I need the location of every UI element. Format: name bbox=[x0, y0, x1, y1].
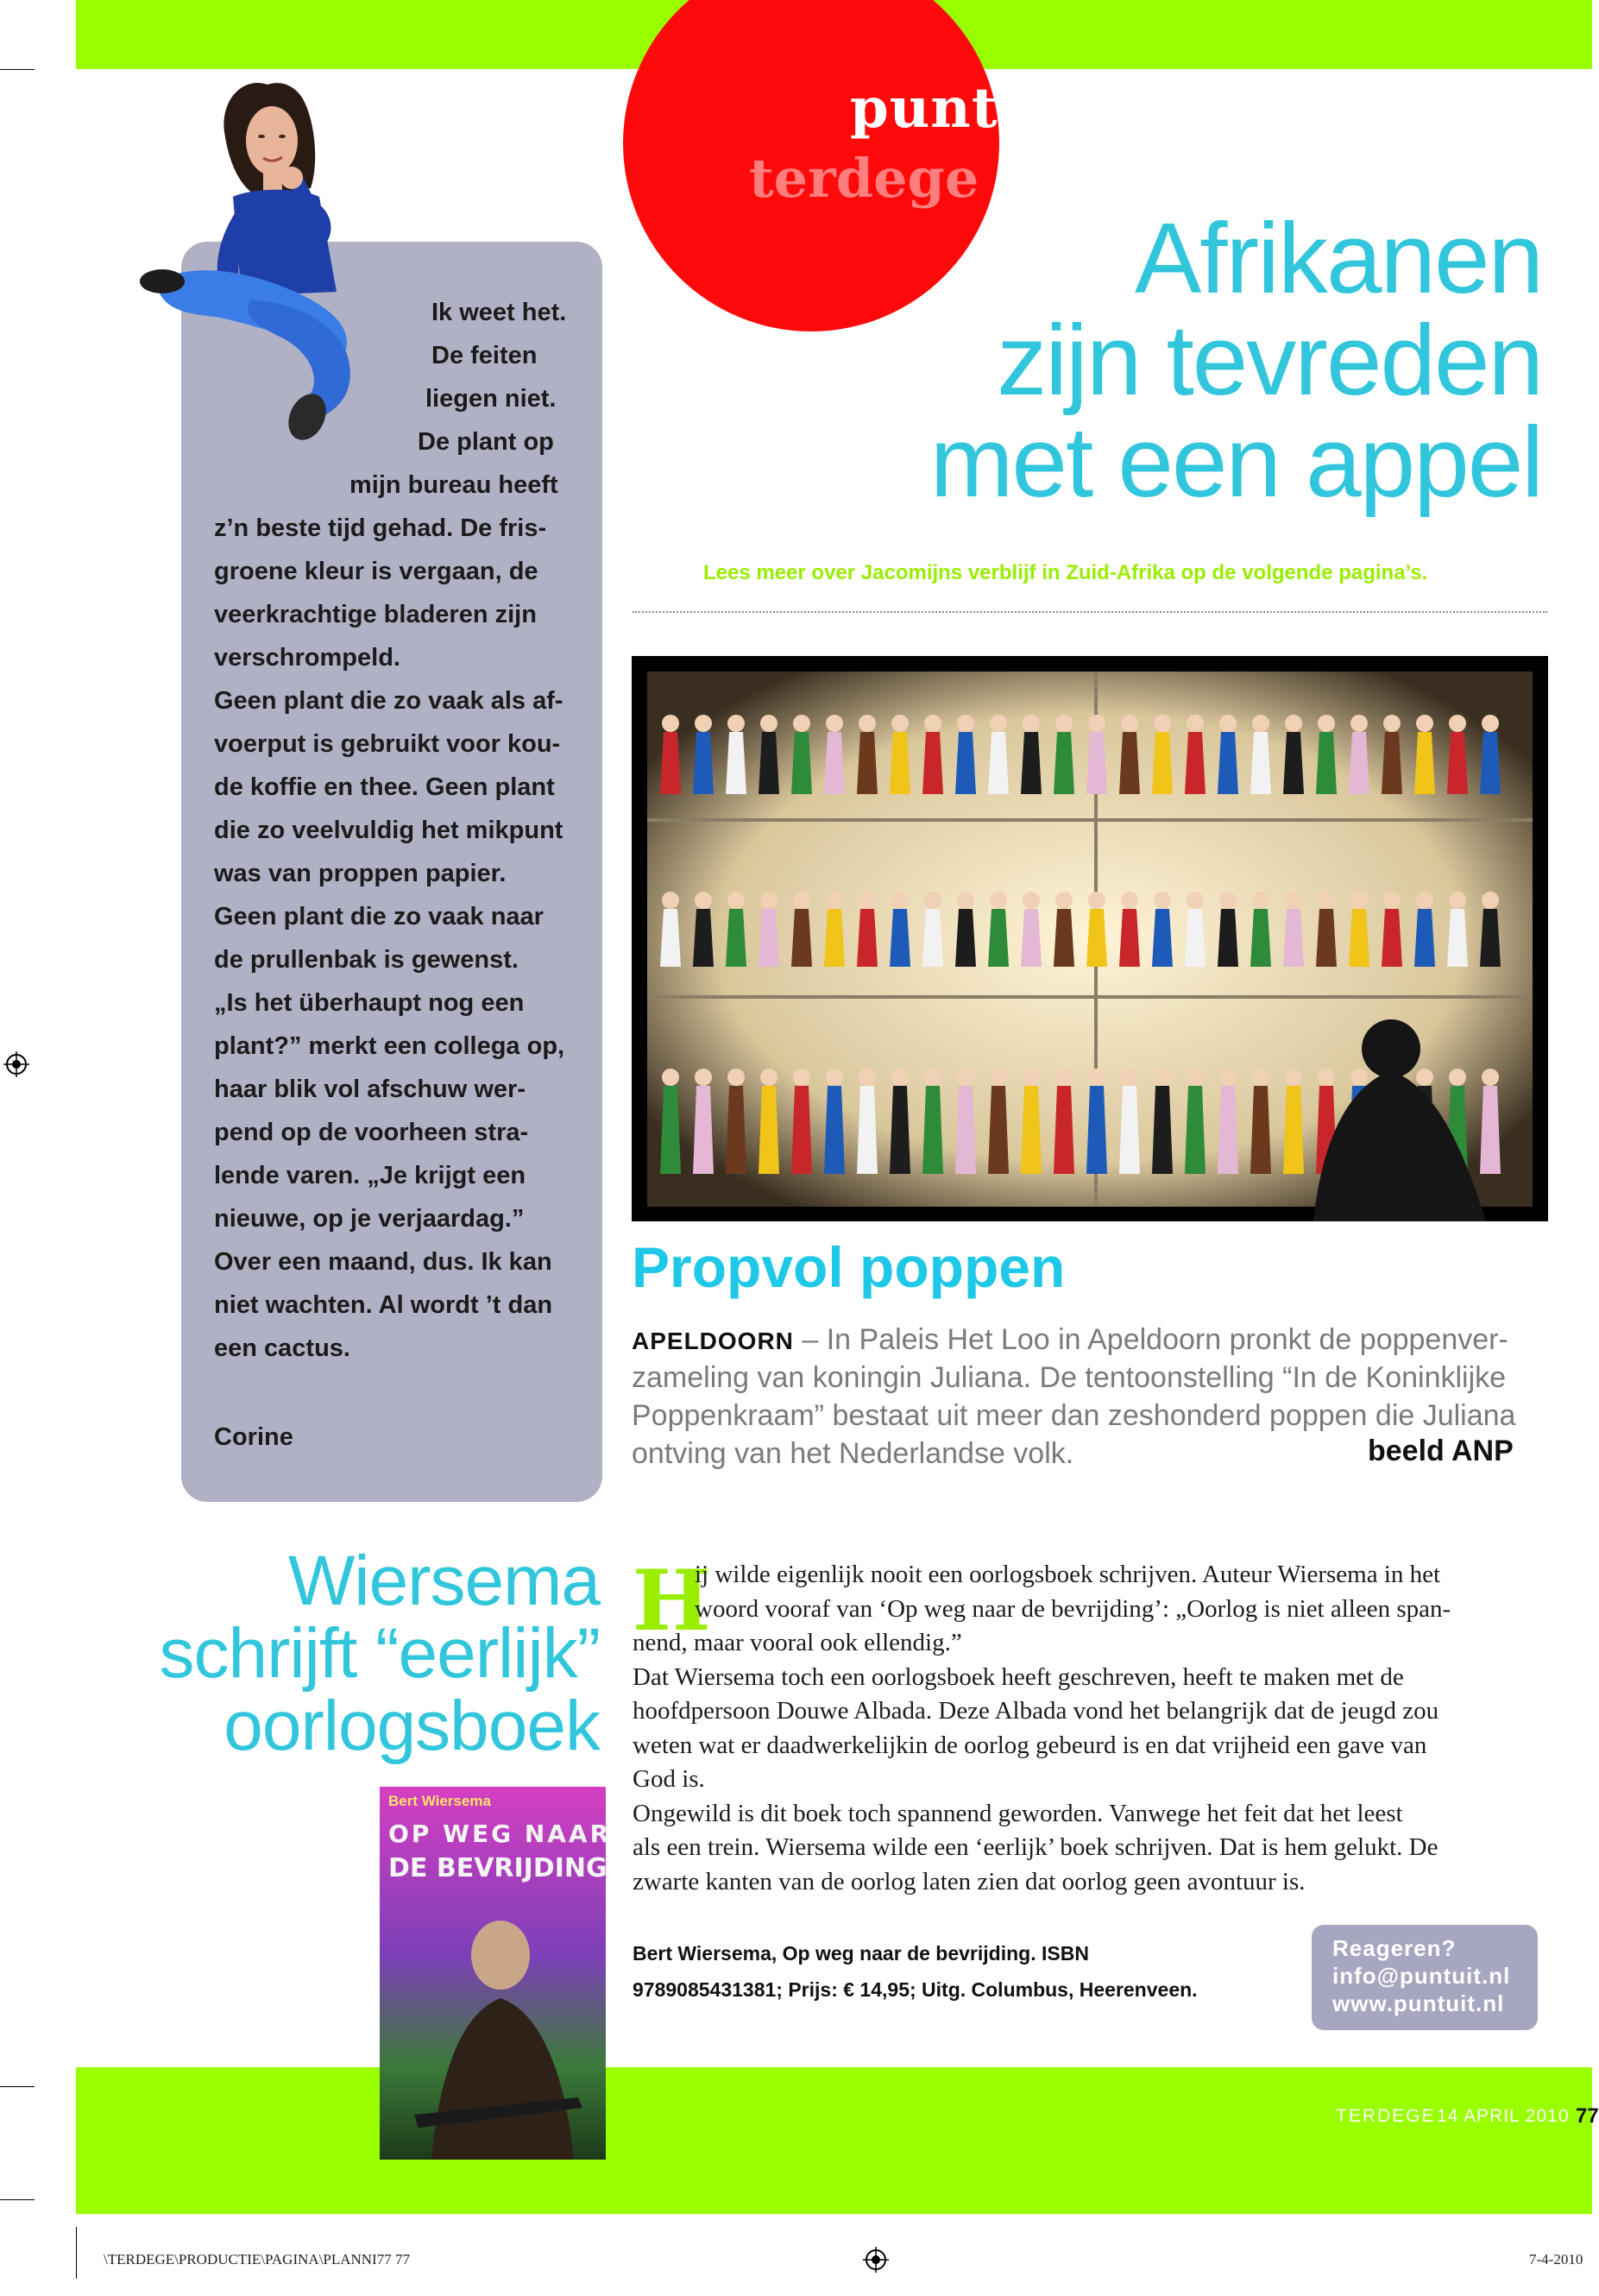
doll bbox=[1414, 732, 1435, 794]
doll-head bbox=[1449, 892, 1466, 909]
column-line: liegen niet. bbox=[425, 385, 557, 413]
book-author: Bert Wiersema bbox=[388, 1793, 491, 1809]
doll bbox=[988, 732, 1009, 794]
column-line: plant?” merkt een collega op, bbox=[214, 1032, 565, 1060]
doll-head bbox=[1252, 1069, 1269, 1086]
doll bbox=[922, 1086, 943, 1174]
doll bbox=[693, 732, 714, 794]
doll bbox=[890, 909, 910, 967]
doll-head bbox=[990, 715, 1007, 732]
doll-head bbox=[990, 892, 1007, 909]
column-line: Geen plant die zo vaak als af- bbox=[214, 687, 563, 715]
doll bbox=[955, 732, 976, 794]
doll bbox=[955, 909, 976, 967]
column-line: haar blik vol afschuw wer- bbox=[214, 1075, 526, 1103]
doll-head bbox=[1023, 715, 1040, 732]
doll-head bbox=[1318, 1069, 1335, 1086]
photo-credit: beeld ANP bbox=[1368, 1435, 1514, 1467]
doll bbox=[1218, 1086, 1238, 1174]
doll bbox=[1382, 732, 1402, 794]
doll bbox=[890, 1086, 910, 1174]
doll bbox=[1021, 732, 1042, 794]
doll bbox=[988, 1086, 1009, 1174]
doll bbox=[1021, 909, 1042, 967]
doll bbox=[857, 1086, 878, 1174]
doll bbox=[759, 1086, 779, 1174]
body-line: als een trein. Wiersema wilde een ‘eerlijk’ boek schrijven. Dat is hem gelukt. De bbox=[633, 1833, 1438, 1861]
doll-head bbox=[1383, 715, 1401, 732]
doll bbox=[824, 909, 845, 967]
column-line: De plant op bbox=[418, 428, 554, 456]
column-line: groene kleur is vergaan, de bbox=[214, 558, 538, 585]
doll bbox=[1283, 909, 1304, 967]
body-line: woord vooraf van ‘Op weg naar de bevrijding’: „Oorlog is niet alleen span- bbox=[695, 1594, 1451, 1623]
doll bbox=[922, 909, 943, 967]
doll-head bbox=[957, 715, 974, 732]
doll-head bbox=[1154, 1069, 1171, 1086]
body-line: Ongewild is dit boek toch spannend geworden. Vanwege het feit dat het leest bbox=[633, 1799, 1403, 1827]
column-line: de koffie en thee. Geen plant bbox=[214, 773, 555, 801]
doll-head bbox=[1219, 1069, 1237, 1086]
doll bbox=[824, 1086, 845, 1174]
doll-head bbox=[826, 892, 843, 909]
doll bbox=[726, 732, 746, 794]
doll-head bbox=[891, 892, 909, 909]
doll-head bbox=[1449, 1069, 1466, 1086]
doll bbox=[1218, 732, 1238, 794]
footer-publication: TERDEGE bbox=[1336, 2106, 1436, 2126]
doll-head bbox=[760, 1069, 777, 1086]
doll-head bbox=[1285, 892, 1302, 909]
column-line: was van proppen papier. bbox=[214, 860, 507, 887]
column-line: mijn bureau heeft bbox=[349, 471, 558, 499]
doll-head bbox=[957, 892, 974, 909]
column-line: de prullenbak is gewenst. bbox=[214, 946, 519, 974]
wiersema-headline-line-1: Wiersema bbox=[287, 1542, 600, 1620]
book-title-line-1: OP WEG NAAR bbox=[388, 1820, 612, 1848]
doll bbox=[660, 1086, 681, 1174]
book-title-line-2: DE BEVRIJDING bbox=[388, 1853, 607, 1883]
doll-head bbox=[1449, 715, 1466, 732]
doll-head bbox=[1187, 892, 1204, 909]
doll-head bbox=[859, 715, 876, 732]
doll-head bbox=[924, 715, 941, 732]
doll-head bbox=[1350, 892, 1368, 909]
column-line: Ik weet het. bbox=[431, 299, 567, 326]
doll-head bbox=[662, 1069, 679, 1086]
doll bbox=[1414, 909, 1435, 967]
doll-head bbox=[662, 892, 679, 909]
body-line: zwarte kanten van de oorlog laten zien dat oorlog geen avontuur is. bbox=[633, 1867, 1306, 1895]
doll-head bbox=[1482, 892, 1499, 909]
doll-head bbox=[1023, 1069, 1040, 1086]
doll bbox=[759, 732, 779, 794]
doll-head bbox=[1055, 715, 1073, 732]
dateline-city: APELDOORN bbox=[632, 1328, 794, 1354]
doll-head bbox=[1088, 892, 1105, 909]
logo-terdege: terdege bbox=[749, 147, 979, 210]
doll bbox=[1349, 732, 1369, 794]
doll bbox=[1447, 909, 1468, 967]
doll-head bbox=[1121, 892, 1138, 909]
doll-head bbox=[1252, 892, 1269, 909]
propvol-title: Propvol poppen bbox=[632, 1235, 1066, 1299]
doll bbox=[922, 732, 943, 794]
column-line: niet wachten. Al wordt ’t dan bbox=[214, 1291, 553, 1319]
logo-puntuit: puntuit bbox=[850, 76, 1087, 141]
doll-head bbox=[793, 892, 810, 909]
doll-head bbox=[1154, 892, 1171, 909]
doll bbox=[824, 732, 845, 794]
propvol-lead-line-4: ontving van het Nederlandse volk. bbox=[632, 1437, 1074, 1470]
doll bbox=[791, 1086, 812, 1174]
body-line: God is. bbox=[633, 1765, 705, 1793]
doll bbox=[726, 1086, 746, 1174]
drop-cap: H bbox=[633, 1552, 711, 1649]
column-line: De feiten bbox=[431, 342, 538, 369]
doll-head bbox=[793, 1069, 810, 1086]
doll bbox=[660, 909, 681, 967]
doll bbox=[759, 909, 779, 967]
doll-head bbox=[1187, 1069, 1204, 1086]
doll-head bbox=[1023, 892, 1040, 909]
doll-collection-photo bbox=[632, 656, 1548, 1221]
crop-mark bbox=[76, 2227, 77, 2279]
doll bbox=[1152, 732, 1173, 794]
doll-head bbox=[1383, 892, 1401, 909]
crop-mark bbox=[0, 2086, 35, 2087]
doll bbox=[1054, 732, 1074, 794]
doll bbox=[857, 909, 878, 967]
column-line: Over een maand, dus. Ik kan bbox=[214, 1248, 552, 1276]
doll-head bbox=[1088, 715, 1105, 732]
doll-head bbox=[1285, 715, 1302, 732]
doll bbox=[660, 732, 681, 794]
isbn-line-2: 9789085431381; Prijs: € 14,95; Uitg. Columbus, Heerenveen. bbox=[633, 1978, 1198, 2001]
doll bbox=[1480, 1086, 1501, 1174]
react-website-link[interactable]: www.puntuit.nl bbox=[1332, 1990, 1505, 2016]
doll bbox=[1021, 1086, 1042, 1174]
doll-head bbox=[760, 892, 777, 909]
doll-head bbox=[1482, 715, 1499, 732]
body-line: nend, maar vooral ook ellendig.” bbox=[633, 1629, 962, 1656]
column-line: die zo veelvuldig het mikpunt bbox=[214, 817, 563, 844]
doll bbox=[1086, 732, 1107, 794]
doll-head bbox=[891, 1069, 909, 1086]
registration-mark-icon bbox=[3, 1051, 29, 1077]
footer-page-number: 77 bbox=[1576, 2104, 1599, 2128]
column-author: Corine bbox=[214, 1423, 293, 1451]
read-more-link[interactable]: Lees meer over Jacomijns verblijf in Zuid-Afrika op de volgende pagina’s. bbox=[703, 561, 1428, 584]
doll bbox=[988, 909, 1009, 967]
doll bbox=[1119, 732, 1140, 794]
dotted-divider bbox=[633, 611, 1547, 613]
doll-head bbox=[1219, 715, 1237, 732]
body-line: ij wilde eigenlijk nooit een oorlogsboek schrijven. Auteur Wiersema in het bbox=[695, 1561, 1441, 1588]
doll-head bbox=[727, 1069, 745, 1086]
doll bbox=[1119, 1086, 1140, 1174]
doll bbox=[1283, 732, 1304, 794]
doll-head bbox=[826, 715, 843, 732]
doll bbox=[1250, 909, 1271, 967]
column-line: „Is het überhaupt nog een bbox=[214, 989, 525, 1017]
isbn-line-1: Bert Wiersema, Op weg naar de bevrijding. ISBN bbox=[633, 1942, 1089, 1965]
doll-head bbox=[1416, 1069, 1433, 1086]
doll bbox=[955, 1086, 976, 1174]
doll-head bbox=[1121, 1069, 1138, 1086]
doll bbox=[1349, 909, 1369, 967]
doll-head bbox=[957, 1069, 974, 1086]
doll bbox=[1283, 1086, 1304, 1174]
doll-head bbox=[1350, 715, 1368, 732]
propvol-lead-line-3: Poppenkraam” bestaat uit meer dan zeshonderd poppen die Juliana bbox=[632, 1399, 1516, 1432]
doll bbox=[726, 909, 746, 967]
body-line: hoofdpersoon Douwe Albada. Deze Albada vond het belangrijk dat de jeugd zou bbox=[633, 1697, 1439, 1725]
doll-head bbox=[1482, 1069, 1499, 1086]
doll-head bbox=[859, 892, 876, 909]
doll-head bbox=[1318, 715, 1335, 732]
column-line: pend op de voorheen stra- bbox=[214, 1119, 529, 1146]
react-email-link[interactable]: info@puntuit.nl bbox=[1332, 1963, 1511, 1989]
doll bbox=[791, 909, 812, 967]
propvol-lead-line-1 bbox=[632, 1321, 1508, 1360]
footer-date: 14 APRIL 2010 bbox=[1437, 2106, 1570, 2126]
doll-head bbox=[891, 715, 909, 732]
wiersema-headline-line-2: schrijft “eerlijk” bbox=[159, 1614, 600, 1693]
wiersema-headline-line-3: oorlogsboek bbox=[223, 1687, 600, 1765]
registration-mark-icon bbox=[863, 2247, 889, 2273]
doll-head bbox=[1285, 1069, 1302, 1086]
doll-head bbox=[1416, 892, 1433, 909]
doll bbox=[1218, 909, 1238, 967]
doll-head bbox=[924, 892, 941, 909]
doll-head bbox=[1350, 1069, 1368, 1086]
doll bbox=[1250, 732, 1271, 794]
doll-head bbox=[1055, 1069, 1073, 1086]
doll bbox=[1054, 909, 1074, 967]
doll bbox=[1480, 909, 1501, 967]
crop-mark bbox=[0, 69, 35, 70]
crop-mark bbox=[0, 2199, 35, 2200]
bottom-green-band bbox=[76, 2067, 1592, 2214]
headline-line-1: Afrikanen bbox=[1134, 202, 1542, 314]
column-line: verschrompeld. bbox=[214, 644, 400, 672]
doll bbox=[693, 1086, 714, 1174]
body-line: weten wat er daadwerkelijkin de oorlog gebeurd is en dat vrijheid een gave van bbox=[633, 1731, 1427, 1759]
doll bbox=[1250, 1086, 1271, 1174]
doll-head bbox=[1055, 892, 1073, 909]
doll bbox=[1382, 909, 1402, 967]
column-line: een cactus. bbox=[214, 1334, 350, 1362]
doll-head bbox=[990, 1069, 1007, 1086]
doll bbox=[1185, 1086, 1206, 1174]
doll bbox=[1086, 909, 1107, 967]
column-line: veerkrachtige bladeren zijn bbox=[214, 601, 537, 628]
react-heading: Reageren? bbox=[1332, 1935, 1457, 1961]
doll-head bbox=[826, 1069, 843, 1086]
doll bbox=[1316, 909, 1337, 967]
doll-head bbox=[695, 1069, 712, 1086]
doll bbox=[857, 732, 878, 794]
column-line: nieuwe, op je verjaardag.” bbox=[214, 1205, 525, 1233]
doll-head bbox=[859, 1069, 876, 1086]
doll bbox=[1054, 1086, 1074, 1174]
doll bbox=[1152, 1086, 1173, 1174]
doll-head bbox=[727, 892, 745, 909]
doll bbox=[791, 732, 812, 794]
doll-head bbox=[1416, 715, 1433, 732]
doll-head bbox=[1088, 1069, 1105, 1086]
headline-line-3: met een appel bbox=[929, 406, 1542, 518]
doll bbox=[1316, 732, 1337, 794]
doll bbox=[1152, 909, 1173, 967]
columnist-photo bbox=[138, 67, 449, 473]
doll bbox=[693, 909, 714, 967]
doll-head bbox=[924, 1069, 941, 1086]
column-line: Geen plant die zo vaak naar bbox=[214, 903, 544, 930]
book-cover bbox=[380, 1787, 612, 2160]
doll bbox=[1086, 1086, 1107, 1174]
doll-head bbox=[1121, 715, 1138, 732]
doll-head bbox=[1318, 892, 1335, 909]
doll-head bbox=[793, 715, 810, 732]
doll-head bbox=[1187, 715, 1204, 732]
doll-head bbox=[662, 715, 679, 732]
column-line: z’n beste tijd gehad. De fris- bbox=[214, 514, 547, 542]
doll-head bbox=[695, 892, 712, 909]
propvol-lead-text-1: – In Paleis Het Loo in Apeldoorn pronkt de poppenver- bbox=[793, 1323, 1508, 1356]
column-line: voerput is gebruikt voor kou- bbox=[214, 730, 561, 758]
doll bbox=[890, 732, 910, 794]
body-line: Dat Wiersema toch een oorlogsboek heeft geschreven, heeft te maken met de bbox=[633, 1662, 1404, 1691]
doll-head bbox=[1154, 715, 1171, 732]
print-slug-path: \TERDEGE\PRODUCTIE\PAGINA\PLANNI77 77 bbox=[104, 2251, 410, 2268]
doll bbox=[1185, 909, 1206, 967]
doll-head bbox=[1219, 892, 1237, 909]
print-slug-date: 7-4-2010 bbox=[1529, 2251, 1583, 2268]
headline-line-2: zijn tevreden bbox=[997, 304, 1542, 416]
doll bbox=[1185, 732, 1206, 794]
doll-head bbox=[727, 715, 745, 732]
doll-head bbox=[760, 715, 777, 732]
doll bbox=[1119, 909, 1140, 967]
doll bbox=[1447, 732, 1468, 794]
doll-head bbox=[1252, 715, 1269, 732]
doll-head bbox=[695, 715, 712, 732]
column-line: lende varen. „Je krijgt een bbox=[214, 1162, 526, 1189]
doll bbox=[1480, 732, 1501, 794]
propvol-lead-line-2: zameling van koningin Juliana. De tentoonstelling “In de Koninklijke bbox=[632, 1361, 1507, 1394]
